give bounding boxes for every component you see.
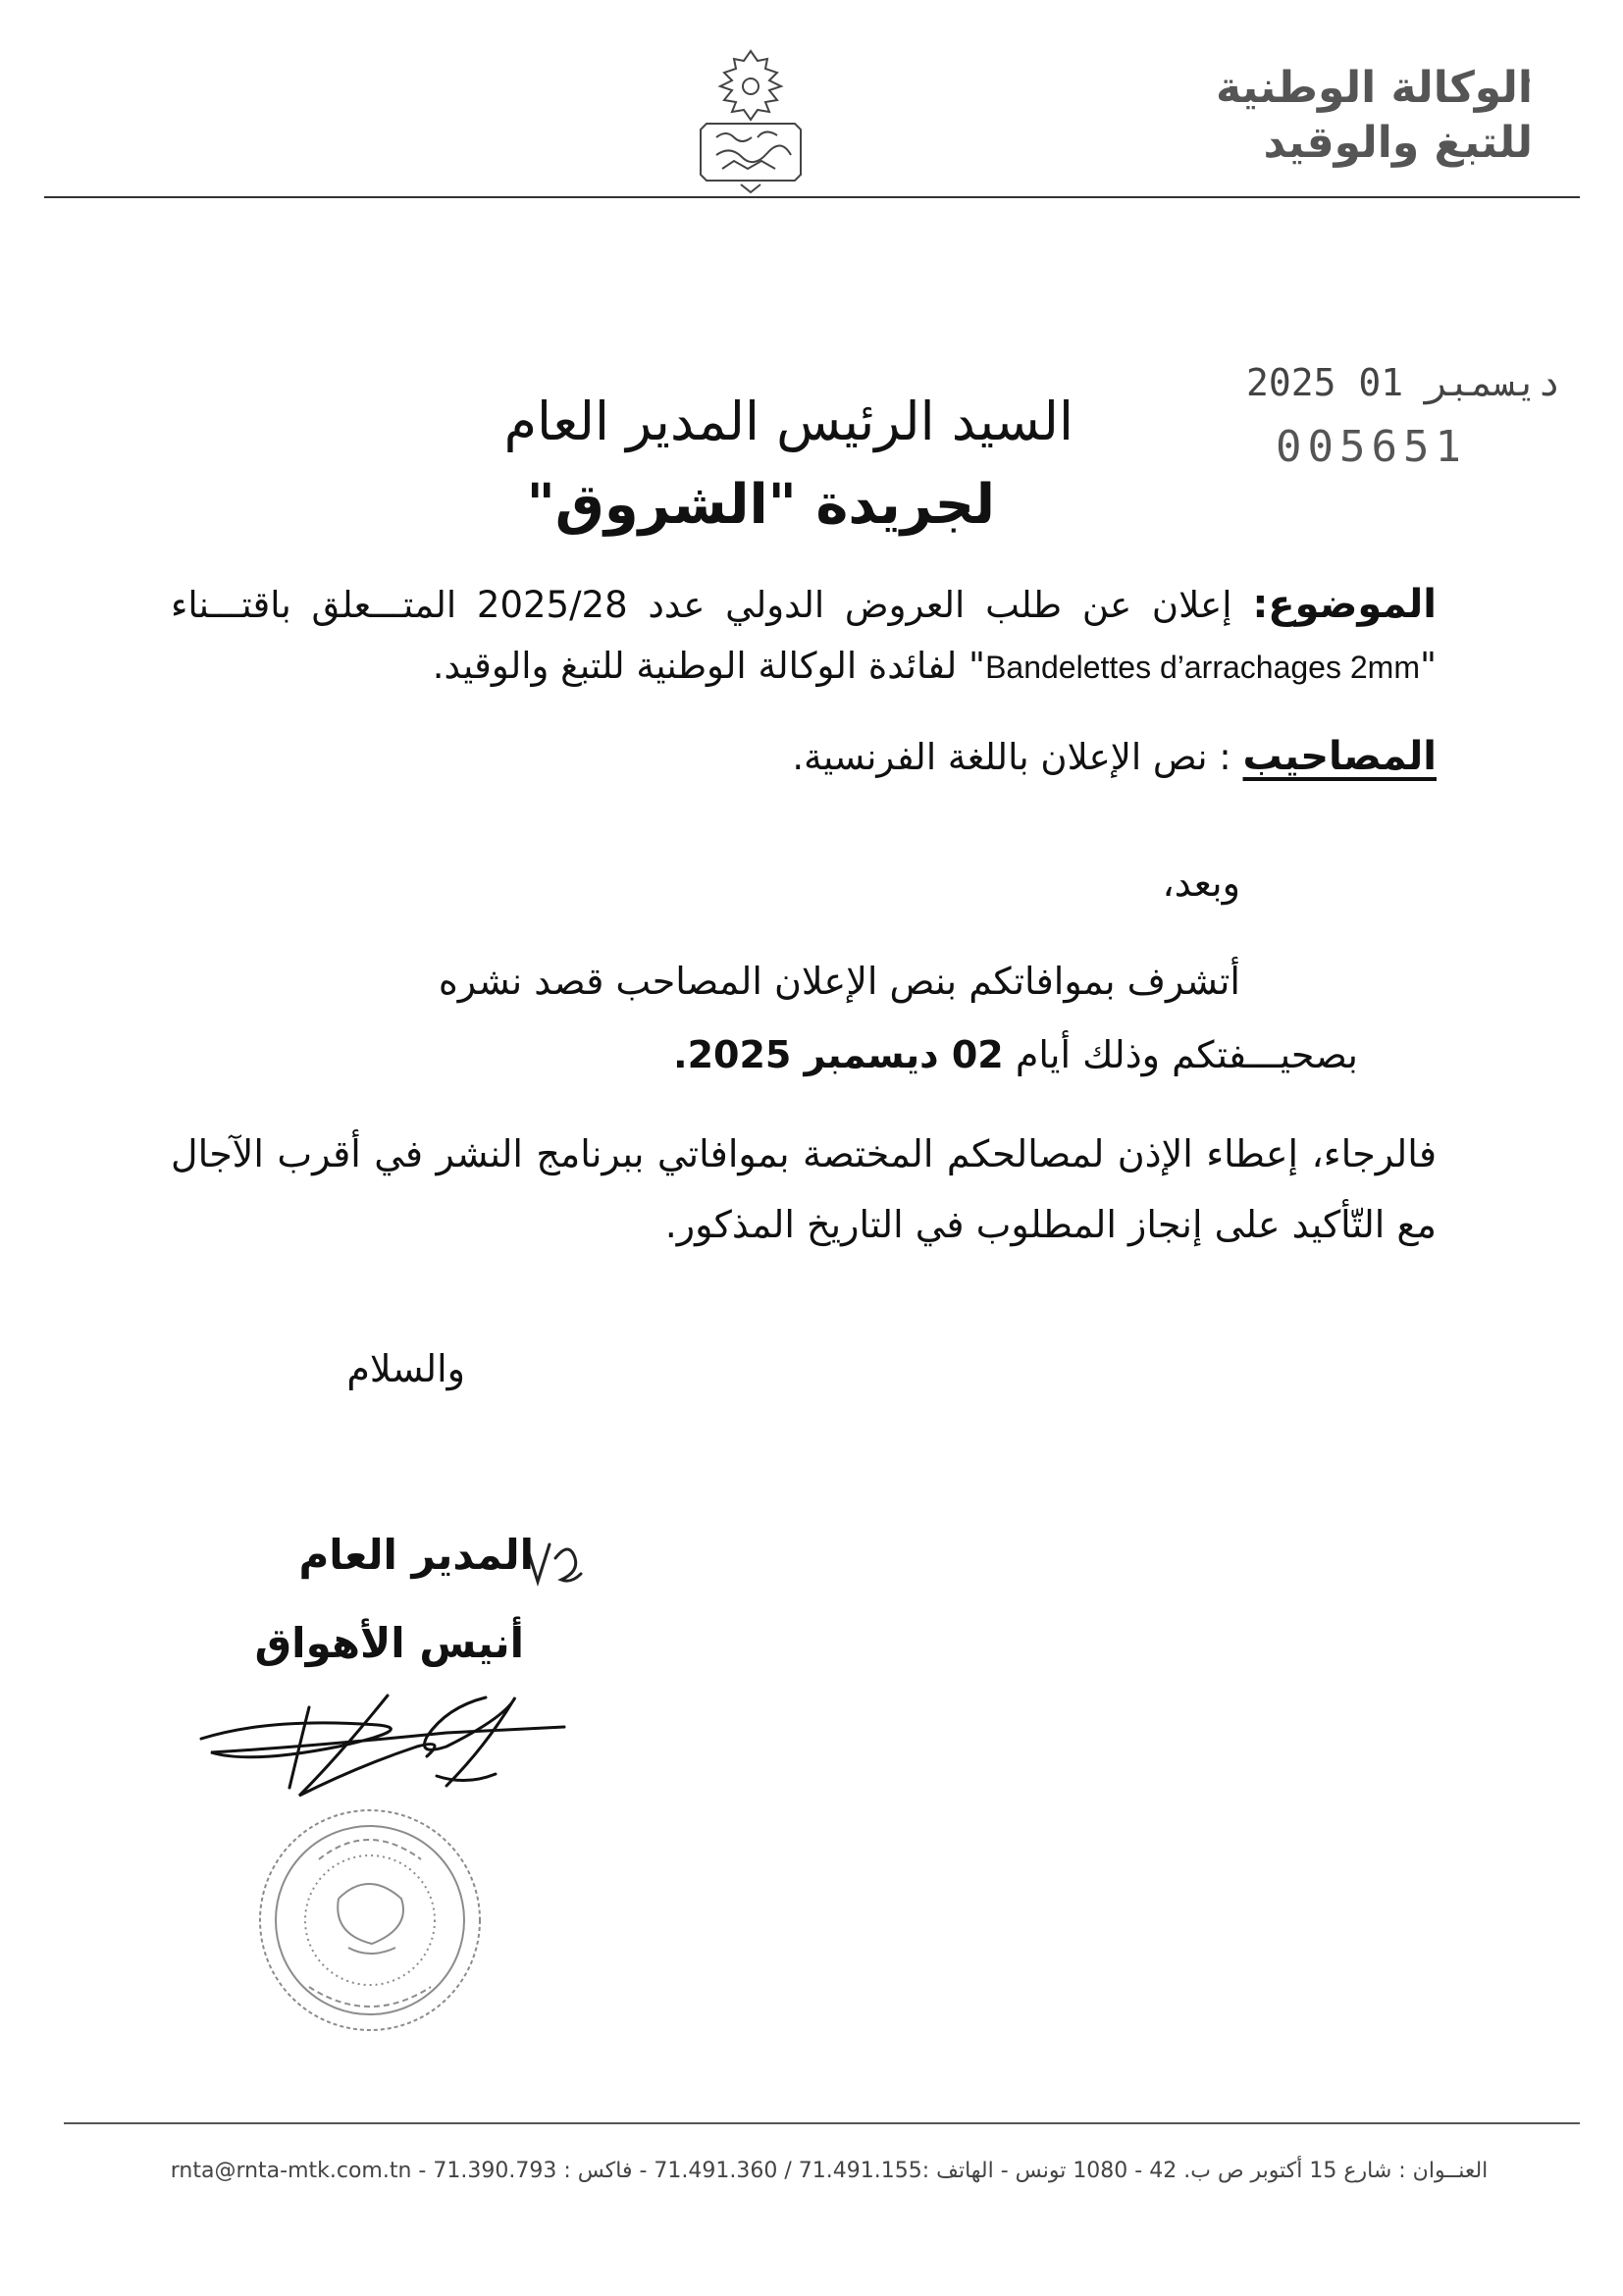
organization-name [1179, 61, 1533, 171]
attachment-line [171, 726, 1437, 788]
subject-paragraph [171, 574, 1437, 698]
handwritten-signature [191, 1678, 584, 1815]
body-paragraph-1-line-1: أتشرف بموافاتكم بنص الإعلان المصاحب قصد نشره [438, 960, 1240, 1003]
addressee-title: السيد الرئيس المدير العام [503, 391, 1073, 452]
signatory-name: أنيس الأهواق [254, 1619, 524, 1667]
subject-latin-term: Bandelettes d’arrachages 2mm [985, 650, 1420, 685]
closing-salutation: والسلام [346, 1347, 465, 1390]
agency-logo [687, 47, 814, 194]
subject-label: الموضوع: [1252, 582, 1437, 627]
subject-text: إعلان عن طلب العروض الدولي عدد 2025/28 المتـــعلق باقتـــناء " [171, 584, 1437, 687]
signatory-title: المدير العام [298, 1531, 534, 1579]
stamp-date: 2025 ديسمبر 01 [1246, 361, 1561, 404]
publication-date: 02 ديسمبر 2025. [673, 1033, 1004, 1076]
footer-contact-info: العنــوان : شارع 15 أكتوبر ص ب. 42 - 1080 تونس - الهاتف :71.491.155 / 71.491.360 - فاكس : 71.390.793 - rnta@rnta-mtk.com.tn [170, 2159, 1489, 2183]
organization-name-line1: الوكالة الوطنية [1215, 63, 1533, 113]
subject-text-end: " لفائدة الوكالة الوطنية للتبغ والوقيد. [432, 645, 986, 687]
header-divider [44, 196, 1580, 198]
footer-divider [64, 2122, 1580, 2124]
official-seal-stamp [250, 1800, 491, 2041]
attachment-text: : نص الإعلان باللغة الفرنسية. [792, 736, 1231, 778]
greeting: وبعد، [1162, 861, 1240, 905]
body-paragraph-2: فالرجاء، إعطاء الإذن لمصالحكم المختصة بموافاتي ببرنامج النشر في أقرب الآجال مع التّأكيد على إنجاز المطلوب في التاريخ المذكور. [171, 1132, 1437, 1246]
addressee-newspaper: لجريدة "الشروق" [526, 473, 995, 537]
stamp-reference-number: 005651 [1276, 422, 1467, 472]
body-paragraph-1-line-2 [161, 1020, 1358, 1089]
publication-days-text: بصحيـــفتكم وذلك أيام [1003, 1033, 1358, 1076]
attachment-label: المصاحيب [1242, 734, 1437, 779]
organization-name-line2: للتبغ والوقيد [1263, 118, 1533, 168]
